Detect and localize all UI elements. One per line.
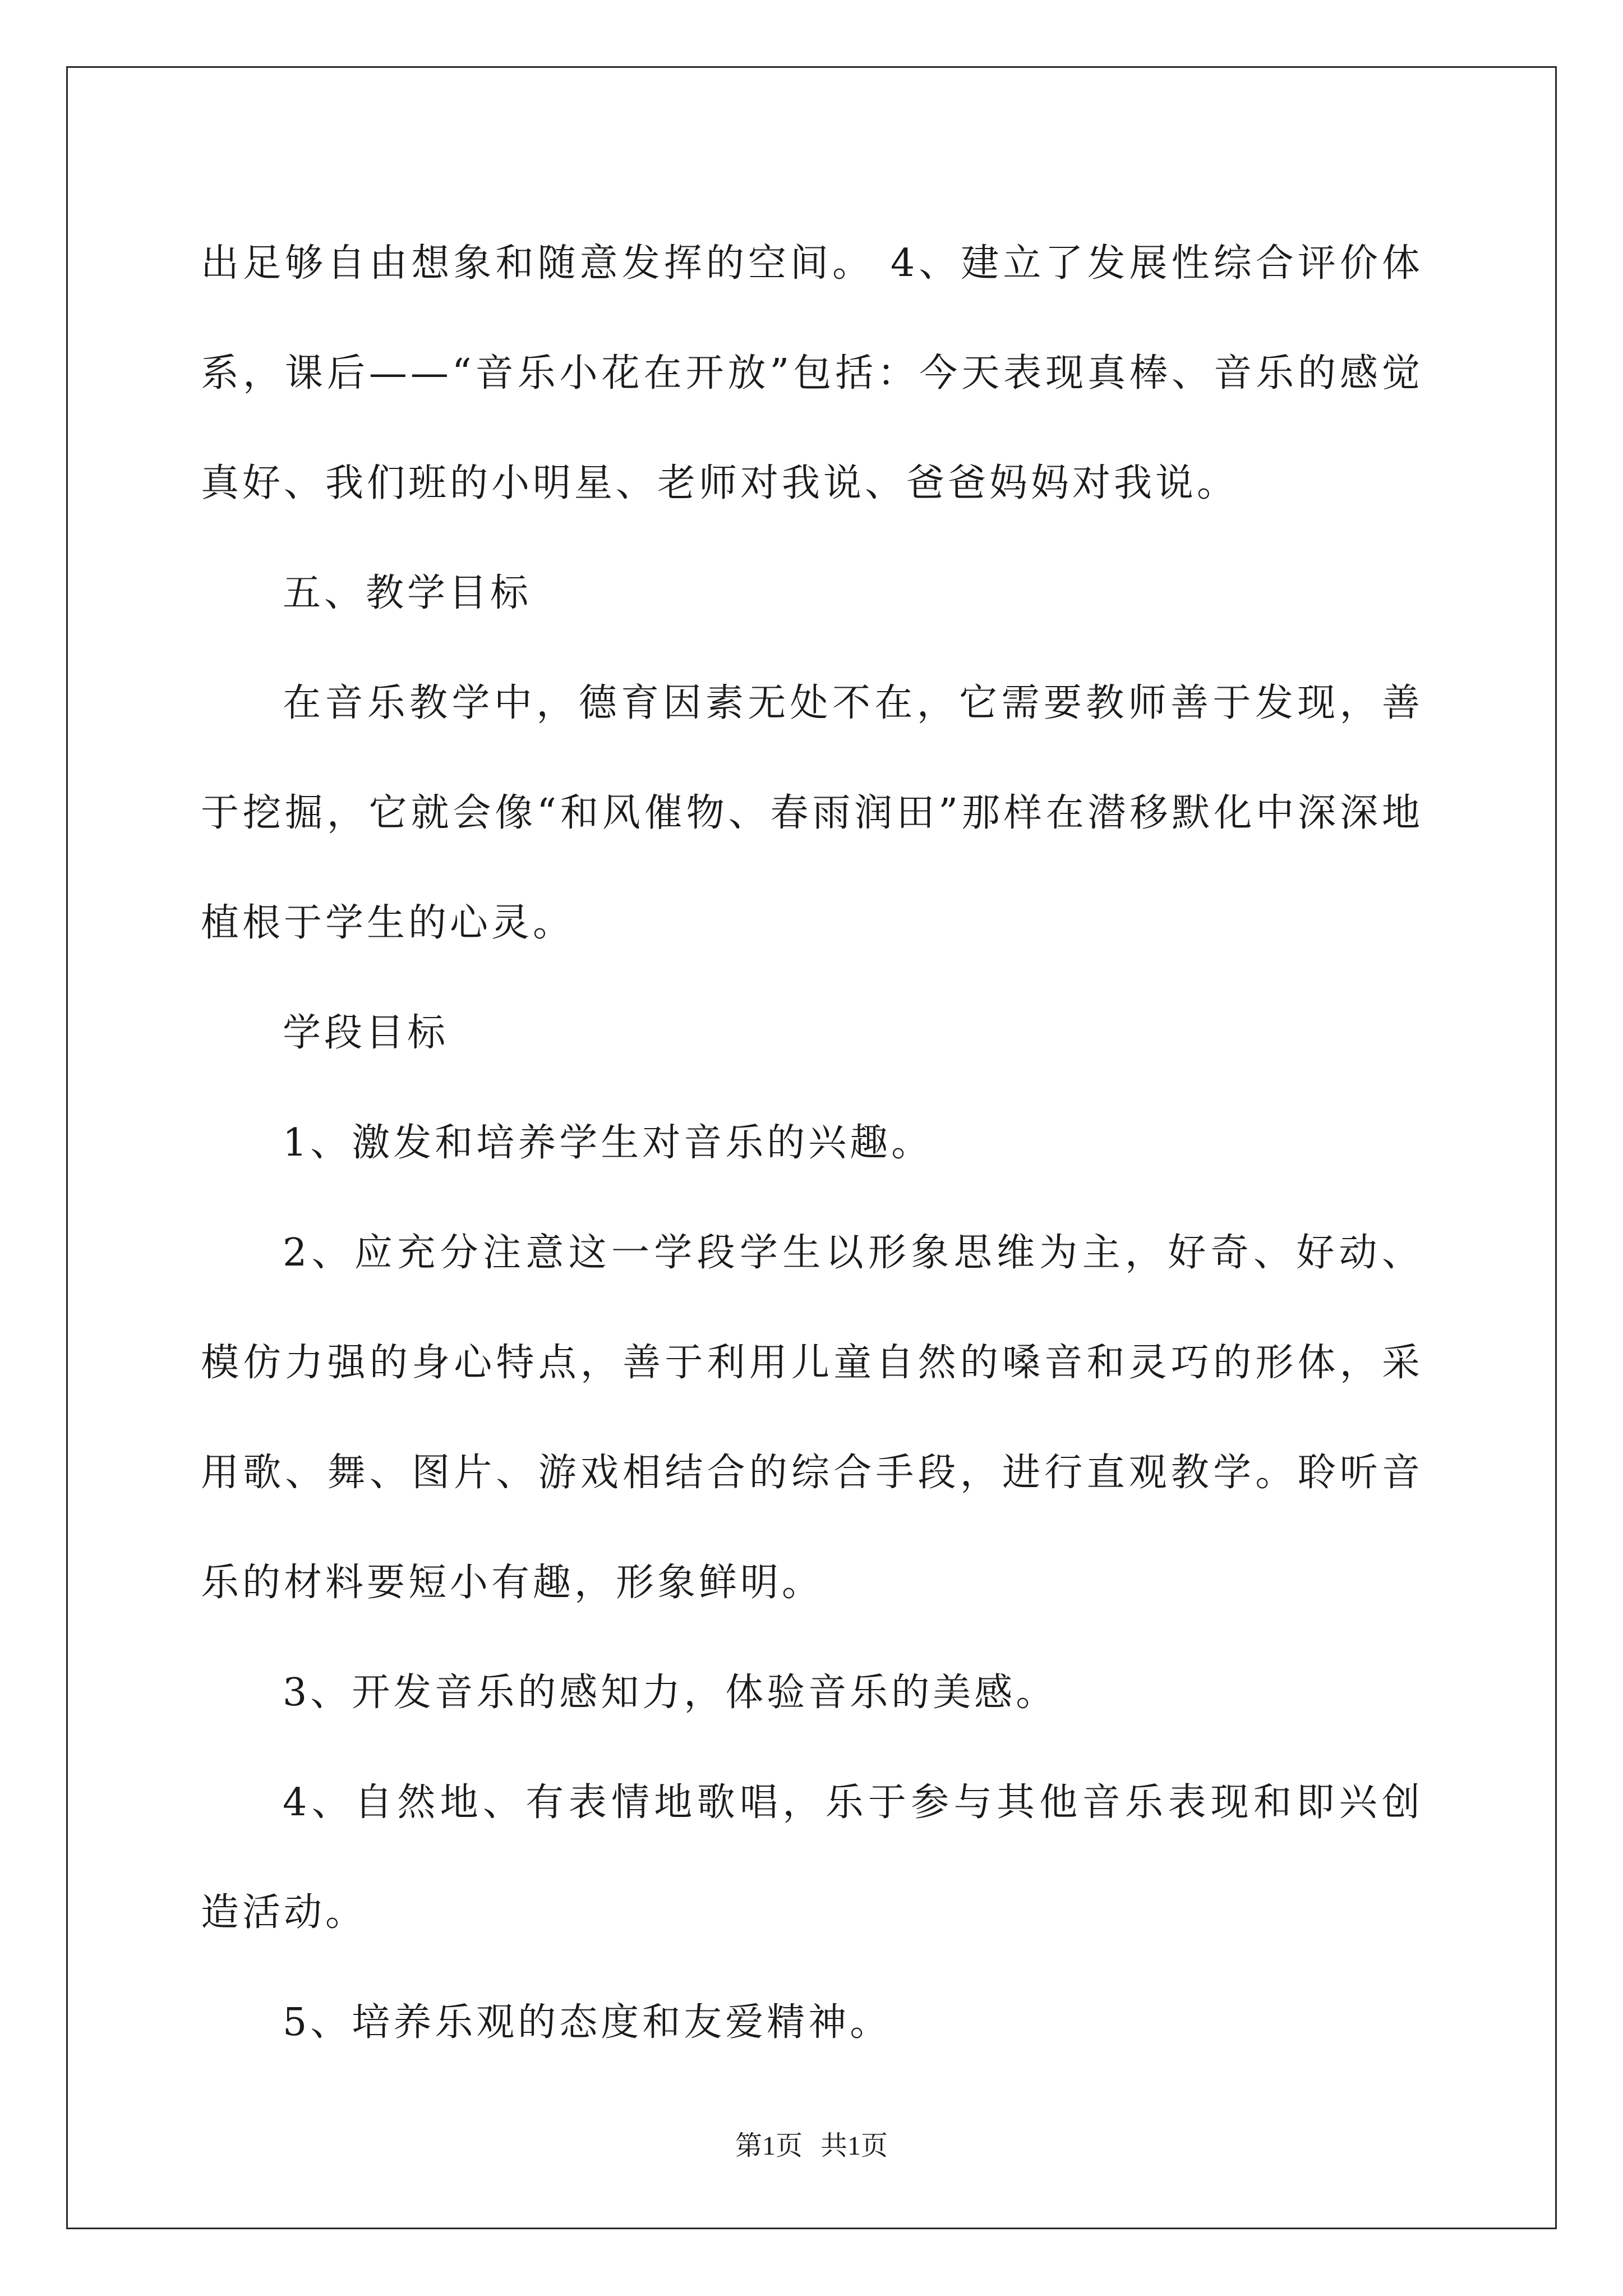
paragraph-moral-education: 在音乐教学中，德育因素无处不在，它需要教师善于发现，善于挖掘，它就会像“和风催物、春雨润田”那样在潜移默化中深深地植根于学生的心灵。 (201, 681, 1423, 945)
page-number-current: 第1页 (735, 2131, 803, 2161)
page-number-total: 共1页 (820, 2131, 888, 2161)
goal-item-5: 5、培养乐观的态度和友爱精神。 (283, 2000, 892, 2045)
goal-item-3: 3、开发音乐的感知力，体验音乐的美感。 (283, 1671, 1058, 1715)
document-body (201, 209, 1423, 2078)
goal-item-4: 4、自然地、有表情地歌唱，乐于参与其他音乐表现和即兴创造活动。 (201, 1780, 1423, 1935)
paragraph-1: 出足够自由想象和随意发挥的空间。 4、建立了发展性综合评价体系，课后——“音乐小花在开放”包括：今天表现真棒、音乐的感觉真好、我们班的小明星、老师对我说、爸爸妈妈对我说。 (201, 241, 1423, 505)
goal-item-1: 1、激发和培养学生对音乐的兴趣。 (283, 1121, 933, 1165)
section-heading-teaching-goals: 五、教学目标 (283, 571, 532, 615)
subheading-stage-goals: 学段目标 (283, 1011, 449, 1055)
goal-item-2: 2、应充分注意这一学段学生以形象思维为主，好奇、好动、模仿力强的身心特点，善于利用儿童自然的嗓音和灵巧的形体，采用歌、舞、图片、游戏相结合的综合手段，进行直观教学。聆听音乐的材料要短小有趣，形象鲜明。 (201, 1231, 1423, 1605)
page-footer (0, 2129, 1623, 2163)
